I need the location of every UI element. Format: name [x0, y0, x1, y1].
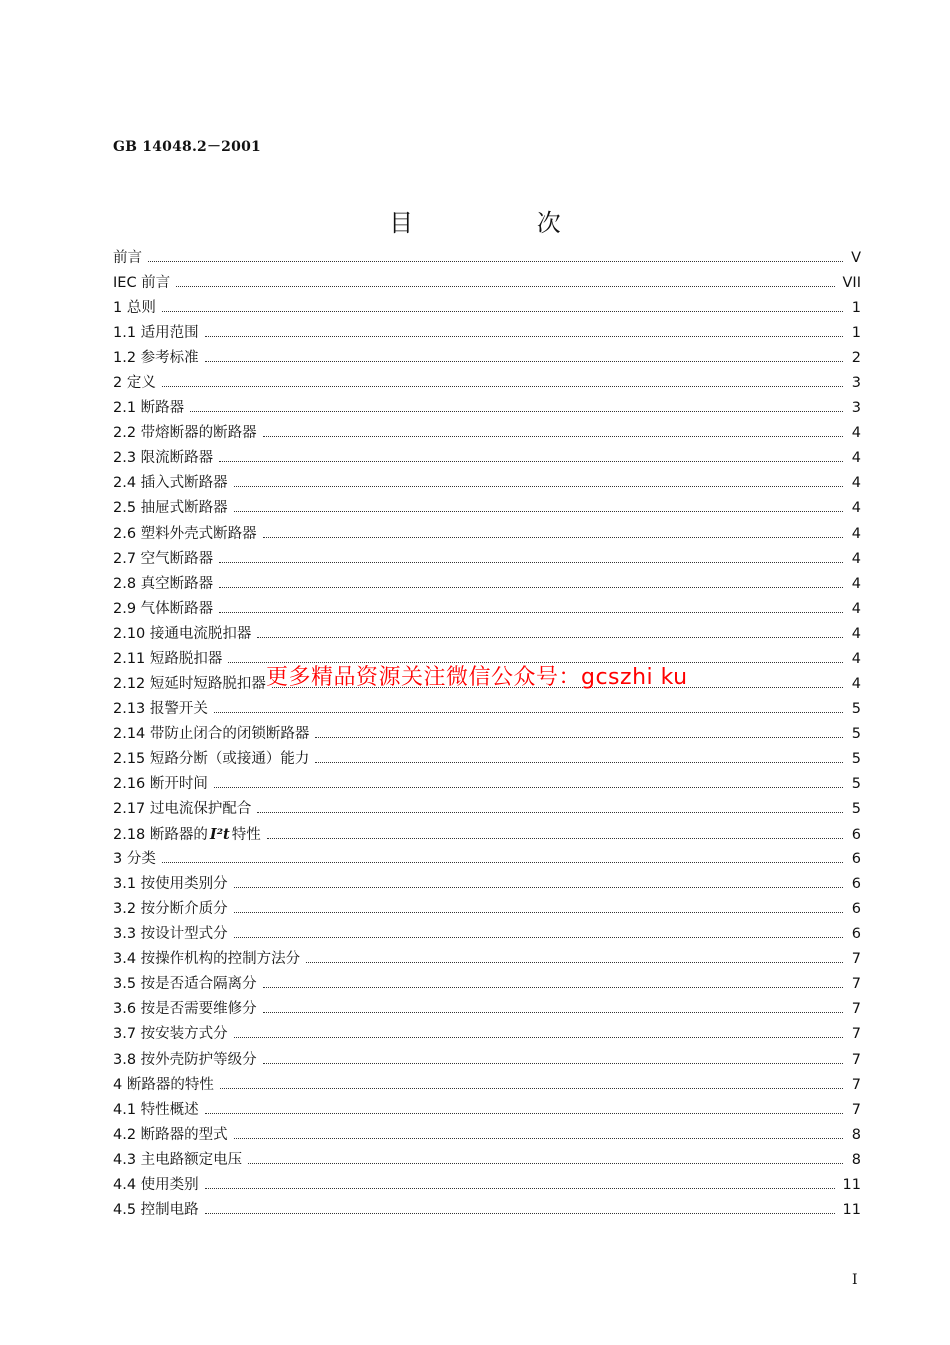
toc-entry[interactable]	[113, 1148, 861, 1173]
toc-leader-dots	[234, 485, 843, 487]
toc-entry[interactable]	[113, 296, 861, 321]
toc-leader-dots	[190, 410, 843, 412]
toc-leader-dots	[205, 1112, 843, 1114]
toc-entry-label: 2.8 真空断路器	[113, 575, 214, 592]
toc-entry[interactable]	[113, 271, 861, 296]
toc-entry[interactable]	[113, 321, 861, 346]
toc-entry-page: 4	[851, 525, 861, 542]
toc-entry-page: 6	[851, 926, 861, 943]
toc-entry-page: 4	[851, 600, 861, 617]
toc-entry-page: 7	[851, 976, 861, 993]
toc-leader-dots	[205, 1212, 835, 1214]
toc-entry-page: 7	[851, 1026, 861, 1043]
toc-entry[interactable]	[113, 897, 861, 922]
toc-entry[interactable]	[113, 597, 861, 622]
toc-entry[interactable]	[113, 246, 861, 271]
toc-leader-dots	[234, 1137, 843, 1139]
toc-leader-dots	[220, 1087, 843, 1089]
toc-leader-dots	[306, 961, 843, 963]
toc-entry-page: 7	[851, 1101, 861, 1118]
page-title: 目 次	[389, 209, 619, 237]
toc-entry-label: 2.5 抽屉式断路器	[113, 500, 228, 517]
toc-entry-label: 2.15 短路分断（或接通）能力	[113, 750, 310, 767]
toc-entry[interactable]	[113, 1198, 861, 1223]
toc-entry-page: 5	[851, 775, 861, 792]
toc-leader-dots	[267, 837, 843, 839]
toc-leader-dots	[234, 886, 843, 888]
toc-entry-label: 2.1 断路器	[113, 400, 185, 417]
toc-leader-dots	[214, 786, 843, 788]
toc-entry-page: 4	[851, 475, 861, 492]
toc-entry-label: 3.6 按是否需要维修分	[113, 1001, 257, 1018]
toc-entry-label: 2.14 带防止闭合的闭锁断路器	[113, 725, 310, 742]
toc-entry-page: 2	[851, 350, 861, 367]
toc-entry-label: IEC 前言	[113, 275, 171, 292]
toc-entry-page: 6	[851, 876, 861, 893]
toc-leader-dots	[315, 736, 843, 738]
toc-leader-dots	[263, 435, 843, 437]
toc-entry-label: 3.4 按操作机构的控制方法分	[113, 951, 301, 968]
toc-entry-label-tail: 特性	[231, 827, 261, 844]
toc-entry-page: V	[851, 250, 861, 266]
toc-entry-page: 6	[851, 827, 861, 844]
toc-leader-dots	[219, 460, 843, 462]
toc-leader-dots	[214, 711, 843, 713]
toc-entry-label: 4.5 控制电路	[113, 1201, 199, 1218]
toc-entry-label: 2.3 限流断路器	[113, 450, 214, 467]
table-of-contents	[113, 246, 861, 1223]
toc-entry-label: 2.11 短路脱扣器	[113, 650, 223, 667]
toc-entry-page: 5	[851, 700, 861, 717]
toc-leader-dots	[219, 561, 843, 563]
toc-entry-label: 3.2 按分断介质分	[113, 901, 228, 918]
toc-entry-label: 4 断路器的特性	[113, 1076, 214, 1093]
toc-entry-page: 5	[851, 801, 861, 818]
toc-leader-dots	[257, 636, 843, 638]
toc-entry[interactable]	[113, 747, 861, 772]
toc-entry-page: 1	[851, 300, 861, 317]
toc-leader-dots	[315, 761, 843, 763]
toc-entry-page: 7	[851, 1001, 861, 1018]
toc-entry-label: 2 定义	[113, 375, 156, 392]
toc-leader-dots	[234, 1036, 843, 1038]
toc-leader-dots	[234, 936, 843, 938]
toc-entry[interactable]	[113, 872, 861, 897]
toc-leader-dots	[263, 1011, 843, 1013]
toc-leader-dots	[148, 260, 843, 262]
toc-entry-page: 4	[851, 650, 861, 667]
toc-leader-dots	[176, 285, 834, 287]
toc-entry[interactable]	[113, 1098, 861, 1123]
toc-entry-page: 8	[851, 1126, 861, 1143]
toc-leader-dots	[248, 1162, 843, 1164]
toc-entry[interactable]	[113, 847, 861, 872]
toc-entry[interactable]	[113, 772, 861, 797]
toc-leader-dots	[234, 510, 843, 512]
toc-entry[interactable]	[113, 622, 861, 647]
toc-entry-page: 4	[851, 450, 861, 467]
toc-entry-page: 7	[851, 1076, 861, 1093]
toc-entry-label: 2.17 过电流保护配合	[113, 801, 252, 818]
toc-entry[interactable]	[113, 797, 861, 822]
toc-entry-label: 3.7 按安装方式分	[113, 1026, 228, 1043]
toc-leader-dots	[205, 335, 843, 337]
standard-code: GB 14048.2－2001	[113, 139, 261, 155]
toc-entry[interactable]	[113, 1173, 861, 1198]
toc-entry-page: VII	[842, 275, 861, 292]
toc-leader-dots	[162, 310, 843, 312]
toc-entry[interactable]	[113, 1022, 861, 1047]
toc-entry-label: 2.6 塑料外壳式断路器	[113, 525, 257, 542]
toc-entry-label: 3.8 按外壳防护等级分	[113, 1051, 257, 1068]
toc-entry-label: 3.3 按设计型式分	[113, 926, 228, 943]
toc-leader-dots	[205, 360, 843, 362]
toc-entry[interactable]	[113, 421, 861, 446]
toc-entry-label: 2.9 气体断路器	[113, 600, 214, 617]
toc-entry-page: 6	[851, 851, 861, 868]
toc-entry-page: 7	[851, 951, 861, 968]
toc-entry[interactable]	[113, 371, 861, 396]
toc-entry-page: 4	[851, 675, 861, 692]
toc-entry-page: 4	[851, 575, 861, 592]
toc-entry-page: 1	[851, 325, 861, 342]
toc-entry-label: 1.1 适用范围	[113, 325, 199, 342]
toc-leader-dots	[263, 986, 843, 988]
toc-entry-label: 2.7 空气断路器	[113, 550, 214, 567]
toc-entry-label: 2.13 报警开关	[113, 700, 208, 717]
toc-entry-label: 4.2 断路器的型式	[113, 1126, 228, 1143]
toc-entry-page: 7	[851, 1051, 861, 1068]
toc-entry[interactable]	[113, 697, 861, 722]
toc-entry-label: 4.3 主电路额定电压	[113, 1151, 243, 1168]
toc-entry-page: 4	[851, 500, 861, 517]
toc-entry[interactable]	[113, 471, 861, 496]
toc-entry[interactable]	[113, 997, 861, 1022]
toc-entry[interactable]	[113, 522, 861, 547]
toc-entry[interactable]	[113, 1048, 861, 1073]
toc-entry-page: 11	[842, 1201, 861, 1218]
toc-entry-page: 4	[851, 625, 861, 642]
toc-leader-dots	[205, 1187, 835, 1189]
page-number: I	[852, 1272, 858, 1288]
toc-entry-label: 4.1 特性概述	[113, 1101, 199, 1118]
toc-entry-page: 4	[851, 425, 861, 442]
toc-entry[interactable]	[113, 1123, 861, 1148]
watermark-text: 更多精品资源关注微信公众号：gcszhi ku	[266, 665, 688, 690]
toc-entry-page: 4	[851, 550, 861, 567]
toc-entry-label: 3.1 按使用类别分	[113, 876, 228, 893]
toc-entry-label: 2.16 断开时间	[113, 775, 208, 792]
toc-leader-dots	[162, 861, 843, 863]
toc-entry-label: 2.10 接通电流脱扣器	[113, 625, 252, 642]
toc-entry-page: 5	[851, 750, 861, 767]
toc-entry-label: 3 分类	[113, 851, 156, 868]
toc-entry[interactable]	[113, 722, 861, 747]
toc-entry-label: 2.12 短延时短路脱扣器	[113, 675, 266, 692]
toc-leader-dots	[219, 586, 843, 588]
toc-entry-page: 6	[851, 901, 861, 918]
toc-entry[interactable]	[113, 346, 861, 371]
toc-entry-formula: I²t	[209, 826, 230, 844]
toc-leader-dots	[263, 536, 843, 538]
toc-entry[interactable]	[113, 1073, 861, 1098]
toc-entry-page: 8	[851, 1151, 861, 1168]
toc-entry[interactable]	[113, 496, 861, 521]
toc-entry-page: 11	[842, 1176, 861, 1193]
toc-leader-dots	[219, 611, 843, 613]
toc-entry[interactable]	[113, 972, 861, 997]
toc-entry-label: 2.18 断路器的	[113, 827, 208, 844]
toc-entry-page: 5	[851, 725, 861, 742]
toc-leader-dots	[257, 811, 843, 813]
toc-entry[interactable]	[113, 822, 861, 847]
toc-entry-label: 1 总则	[113, 300, 156, 317]
toc-leader-dots	[162, 385, 843, 387]
toc-entry-label: 1.2 参考标准	[113, 350, 199, 367]
toc-leader-dots	[263, 1062, 843, 1064]
toc-entry-label: 4.4 使用类别	[113, 1176, 199, 1193]
toc-entry[interactable]	[113, 572, 861, 597]
toc-entry[interactable]	[113, 947, 861, 972]
toc-entry-label: 3.5 按是否适合隔离分	[113, 976, 257, 993]
toc-entry-page: 3	[851, 375, 861, 392]
toc-entry-label: 2.2 带熔断器的断路器	[113, 425, 257, 442]
toc-entry[interactable]	[113, 396, 861, 421]
toc-entry-page: 3	[851, 400, 861, 417]
toc-entry[interactable]	[113, 922, 861, 947]
toc-entry-label: 2.4 插入式断路器	[113, 475, 228, 492]
toc-entry-label: 前言	[113, 250, 142, 266]
toc-entry[interactable]	[113, 446, 861, 471]
toc-entry[interactable]	[113, 547, 861, 572]
toc-leader-dots	[234, 911, 843, 913]
